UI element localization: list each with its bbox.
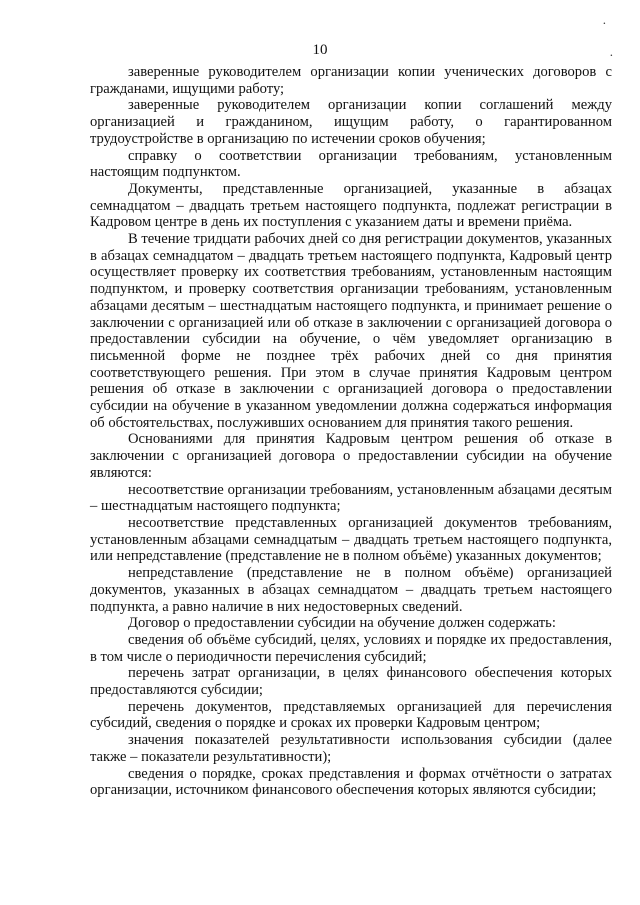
paragraph: несоответствие представленных организацией документов требованиям, установленным абзацами семнадцатым – двадцать третьем настоящего подпункта, или непредставление (представление не в полном объёме) указанных документов; [90, 514, 612, 565]
paragraph: сведения о порядке, сроках представления и формах отчётности о затратах организации, источником финансового обеспечения которых являются субсидии; [90, 765, 612, 799]
paragraph: справку о соответствии организации требованиям, установленным настоящим подпунктом. [90, 147, 612, 181]
paragraph: заверенные руководителем организации копии соглашений между организацией и гражданином, ищущим работу, о гарантированном трудоустройстве в организацию по истечении сроков обучения; [90, 97, 612, 147]
paragraph: заверенные руководителем организации копии ученических договоров с гражданами, ищущими работу; [90, 64, 612, 97]
paragraph: В течение тридцати рабочих дней со дня регистрации документов, указанных в абзацах семнадцатом – двадцать третьем настоящего подпункта, Кадровый центр осуществляет проверку их соответствия требованиям, установленным настоящим подпунктом, и проверку соответствия организации требованиям, установленным абзацами десятым – шестнадцатым настоящего подпункта, и принимает решение о заключении с организацией или об отказе в заключении с организацией договора о предоставлении субсидии на обучение, о чём уведомляет организацию в письменной форме не позднее трёх рабочих дней со дня принятия соответствующего решения. При этом в случае принятия Кадровым центром решения об отказе в заключении с организацией договора о предоставлении субсидии на обучение в указанном уведомлении должна содержаться информация об обстоятельствах, послуживших основанием для принятия такого решения. [90, 231, 612, 431]
paragraph: Основаниями для принятия Кадровым центром решения об отказе в заключении с организацией договора о предоставлении субсидии на обучение являются: [90, 431, 612, 481]
document-body [90, 64, 612, 799]
corner-mark: . [602, 12, 606, 27]
paragraph: сведения об объёме субсидий, целях, условиях и порядке их предоставления, в том числе о периодичности перечисления субсидий; [90, 631, 612, 665]
paragraph: перечень документов, представляемых организацией для перечисления субсидий, сведения о порядке и сроках их проверки Кадровым центром; [90, 698, 612, 732]
paragraph: Документы, представленные организацией, указанные в абзацах семнадцатом – двадцать третьем настоящего подпункта, подлежат регистрации в Кадровом центре в день их поступления с указанием даты и времени приёма. [90, 180, 612, 231]
page-number: 10 [312, 42, 328, 58]
paragraph: несоответствие организации требованиям, установленным абзацами десятым – шестнадцатым настоящего подпункта; [90, 481, 612, 515]
corner-mark-secondary: . [609, 44, 613, 59]
paragraph: непредставление (представление не в полном объёме) организацией документов, указанных в абзацах семнадцатом – двадцать третьем настоящего подпункта, а равно наличие в них недостоверных сведений. [90, 565, 612, 615]
paragraph: Договор о предоставлении субсидии на обучение должен содержать: [128, 615, 556, 632]
paragraph: перечень затрат организации, в целях финансового обеспечения которых предоставляются субсидии; [90, 665, 612, 699]
paragraph: значения показателей результативности использования субсидии (далее также – показатели результативности); [90, 732, 612, 765]
